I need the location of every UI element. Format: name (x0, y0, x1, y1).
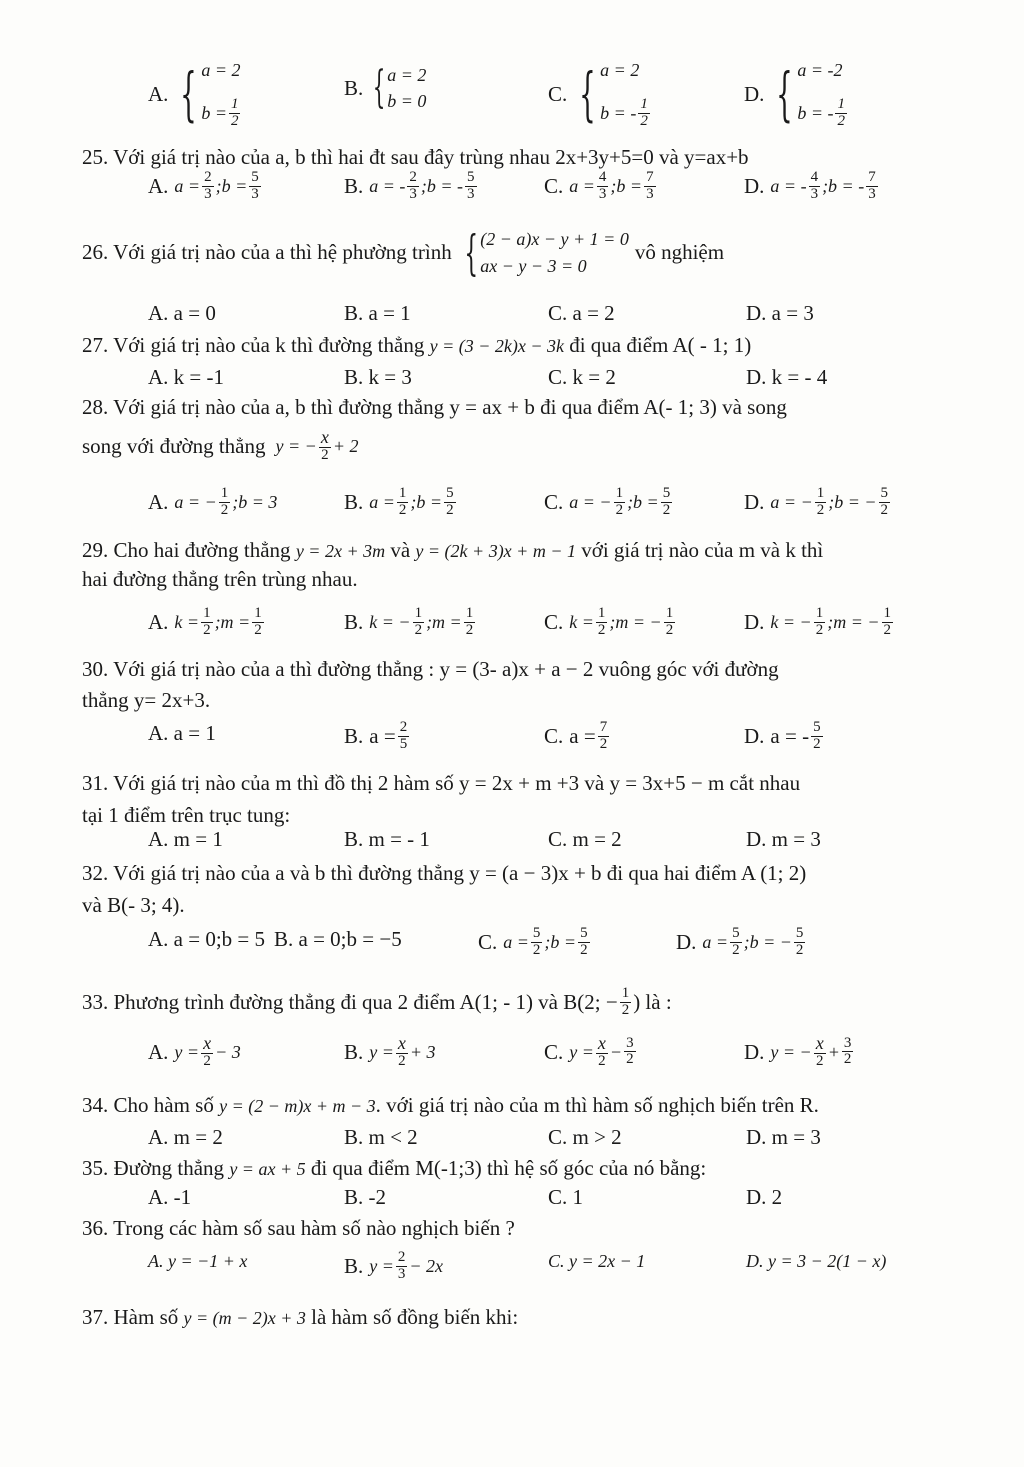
question-34: 34. Cho hàm số y = (2 − m)x + m − 3. với giá trị nào của m thì hàm số nghịch biến trên R. (82, 1093, 819, 1117)
q33-options (148, 1034, 992, 1074)
q27-option-d[interactable]: D. k = - 4 (746, 365, 828, 389)
q34-option-a[interactable]: A. m = 2 (148, 1125, 223, 1149)
q26-option-d[interactable]: D. a = 3 (746, 301, 814, 325)
fraction: $\frac{1}{2}$ (837, 96, 845, 129)
q29-options (148, 606, 992, 646)
q32-option-a[interactable]: A. a = 0;b = 5 (148, 927, 266, 951)
q25-options (148, 170, 992, 210)
q35-option-a[interactable]: A. -1 (148, 1185, 192, 1209)
q35-option-c[interactable]: C. 1 (548, 1185, 584, 1209)
fraction: $\frac{1}{2}$ (640, 96, 648, 129)
q33-option-c[interactable]: C. y = $\frac{x}{2}$ − $\frac{3}{2}$ (544, 1033, 634, 1069)
q25-option-b[interactable]: B. a = - $\frac{2}{3}$ ;b = - $\frac{5}{3}$ (344, 169, 475, 202)
question-28-line2: song với đường thẳng y = − $\frac{x}{2}$ + 2 (82, 427, 359, 463)
q27-option-a[interactable]: A. k = -1 (148, 365, 225, 389)
question-31-line2: tại 1 điểm trên trục tung: (82, 803, 291, 827)
q36-options (148, 1250, 992, 1290)
q36-option-d[interactable]: D. y = 3 − 2(1 − x) (746, 1251, 887, 1271)
q31-option-c[interactable]: C. m = 2 (548, 827, 622, 851)
question-29-line2: hai đường thẳng trên trùng nhau. (82, 567, 358, 591)
q30-option-a[interactable]: A. a = 1 (148, 721, 216, 745)
q36-option-a[interactable]: A. y = −1 + x (148, 1251, 248, 1271)
system-of-equations: { a = 2 b = $\frac{1}{2}$ (180, 59, 241, 129)
q32-options (148, 926, 992, 966)
q35-option-b[interactable]: B. -2 (344, 1185, 386, 1209)
question-25: 25. Với giá trị nào của a, b thì hai đt sau đây trùng nhau 2x+3y+5=0 và y=ax+b (82, 145, 749, 169)
system-of-equations: { a = 2 b = 0 (372, 62, 427, 113)
fraction: $\frac{1}{2}$ (230, 96, 239, 129)
q27-option-c[interactable]: C. k = 2 (548, 365, 616, 389)
q36-option-c[interactable]: C. y = 2x − 1 (548, 1251, 646, 1271)
question-30: 30. Với giá trị nào của a thì đường thẳng : y = (3- a)x + a − 2 vuông góc với đường (82, 657, 779, 681)
q28-options (148, 486, 992, 526)
question-30-line2: thẳng y= 2x+3. (82, 688, 211, 712)
question-31: 31. Với giá trị nào của m thì đồ thị 2 hàm số y = 2x + m +3 và y = 3x+5 − m cắt nhau (82, 771, 801, 795)
q31-option-b[interactable]: B. m = - 1 (344, 827, 430, 851)
system-of-equations: { a = 2 b = - $\frac{1}{2}$ (579, 59, 648, 129)
question-32: 32. Với giá trị nào của a và b thì đường thẳng y = (a − 3)x + b đi qua hai điểm A (1; 2) (82, 861, 807, 885)
question-27: 27. Với giá trị nào của k thì đường thẳng y = (3 − 2k)x − 3k đi qua điểm A( - 1; 1) (82, 333, 752, 357)
q24-option-d[interactable]: D. { a = -2 b = - $\frac{1}{2}$ (744, 48, 849, 140)
q26-option-c[interactable]: C. a = 2 (548, 301, 615, 325)
q30-option-c[interactable]: C. a = $\frac{7}{2}$ (544, 719, 608, 752)
q27-option-b[interactable]: B. k = 3 (344, 365, 412, 389)
question-28: 28. Với giá trị nào của a, b thì đường thẳng y = ax + b đi qua điểm A(- 1; 3) và song (82, 395, 787, 419)
q34-option-b[interactable]: B. m < 2 (344, 1125, 418, 1149)
question-29: 29. Cho hai đường thẳng y = 2x + 3m và y = (2k + 3)x + m − 1 với giá trị nào của m và k thì (82, 538, 824, 562)
question-36: 36. Trong các hàm số sau hàm số nào nghịch biến ? (82, 1216, 515, 1240)
q29-option-d[interactable]: D. k = − $\frac{1}{2}$ ;m = − $\frac{1}{2}$ (744, 605, 892, 638)
q35-option-d[interactable]: D. 2 (746, 1185, 783, 1209)
system-of-equations: { a = -2 b = - $\frac{1}{2}$ (776, 59, 845, 129)
q24-option-a[interactable]: A. { a = 2 b = $\frac{1}{2}$ (148, 59, 241, 129)
q33-option-a[interactable]: A. y = $\frac{x}{2}$ − 3 (148, 1033, 241, 1069)
q30-options (148, 720, 992, 760)
q28-option-c[interactable]: C. a = − $\frac{1}{2}$ ;b = $\frac{5}{2}$ (544, 485, 671, 518)
q33-option-b[interactable]: B. y = $\frac{x}{2}$ + 3 (344, 1033, 436, 1069)
q36-option-b[interactable]: B. y = $\frac{2}{3}$ − 2x (344, 1249, 444, 1282)
q32-option-c[interactable]: C. a = $\frac{5}{2}$ ;b = $\frac{5}{2}$ (478, 925, 588, 958)
q32-option-d[interactable]: D. a = $\frac{5}{2}$ ;b = − $\frac{5}{2}$ (676, 925, 804, 958)
q24-option-c[interactable]: C. { a = 2 b = - $\frac{1}{2}$ (548, 48, 652, 140)
q34-option-c[interactable]: C. m > 2 (548, 1125, 622, 1149)
q25-option-c[interactable]: C. a = $\frac{4}{3}$ ;b = $\frac{7}{3}$ (544, 169, 654, 202)
question-32-line2: và B(- 3; 4). (82, 893, 185, 917)
q28-option-d[interactable]: D. a = − $\frac{1}{2}$ ;b = − $\frac{5}{2}$ (744, 485, 889, 518)
q31-option-a[interactable]: A. m = 1 (148, 827, 223, 851)
question-26: 26. Với giá trị nào của a thì hệ phường trình { (2 − a)x − y + 1 = 0 ax − y − 3 = 0 vô nghiệm (82, 224, 725, 281)
q25-option-a[interactable]: A. a = $\frac{2}{3}$ ;b = $\frac{5}{3}$ (148, 169, 259, 202)
q25-option-d[interactable]: D. a = - $\frac{4}{3}$ ;b = - $\frac{7}{3}$ (744, 169, 876, 202)
q30-option-b[interactable]: B. a = $\frac{2}{5}$ (344, 719, 408, 752)
q29-option-a[interactable]: A. k = $\frac{1}{2}$ ;m = $\frac{1}{2}$ (148, 605, 262, 638)
q24-option-b[interactable]: B. { a = 2 b = 0 (344, 62, 427, 113)
q24-options (148, 48, 992, 140)
q33-option-d[interactable]: D. y = − $\frac{x}{2}$ + $\frac{3}{2}$ (744, 1033, 852, 1069)
question-37: 37. Hàm số y = (m − 2)x + 3 là hàm số đồng biến khi: (82, 1305, 519, 1329)
q34-option-d[interactable]: D. m = 3 (746, 1125, 821, 1149)
question-33: 33. Phương trình đường thẳng đi qua 2 điểm A(1; - 1) và B(2; − $\frac{1}{2}$ ) là : (82, 985, 672, 1018)
q30-option-d[interactable]: D. a = - $\frac{5}{2}$ (744, 719, 821, 752)
system-of-equations: { (2 − a)x − y + 1 = 0 ax − y − 3 = 0 (464, 224, 629, 281)
question-35: 35. Đường thẳng y = ax + 5 đi qua điểm M(-1;3) thì hệ số góc của nó bằng: (82, 1156, 707, 1180)
q28-option-b[interactable]: B. a = $\frac{1}{2}$ ;b = $\frac{5}{2}$ (344, 485, 454, 518)
q32-option-b[interactable]: B. a = 0;b = −5 (274, 927, 402, 951)
q26-option-a[interactable]: A. a = 0 (148, 301, 216, 325)
q28-option-a[interactable]: A. a = − $\frac{1}{2}$ ;b = 3 (148, 485, 278, 518)
q26-option-b[interactable]: B. a = 1 (344, 301, 411, 325)
q29-option-b[interactable]: B. k = − $\frac{1}{2}$ ;m = $\frac{1}{2}$ (344, 605, 474, 638)
q31-option-d[interactable]: D. m = 3 (746, 827, 821, 851)
q29-option-c[interactable]: C. k = $\frac{1}{2}$ ;m = − $\frac{1}{2}$ (544, 605, 674, 638)
